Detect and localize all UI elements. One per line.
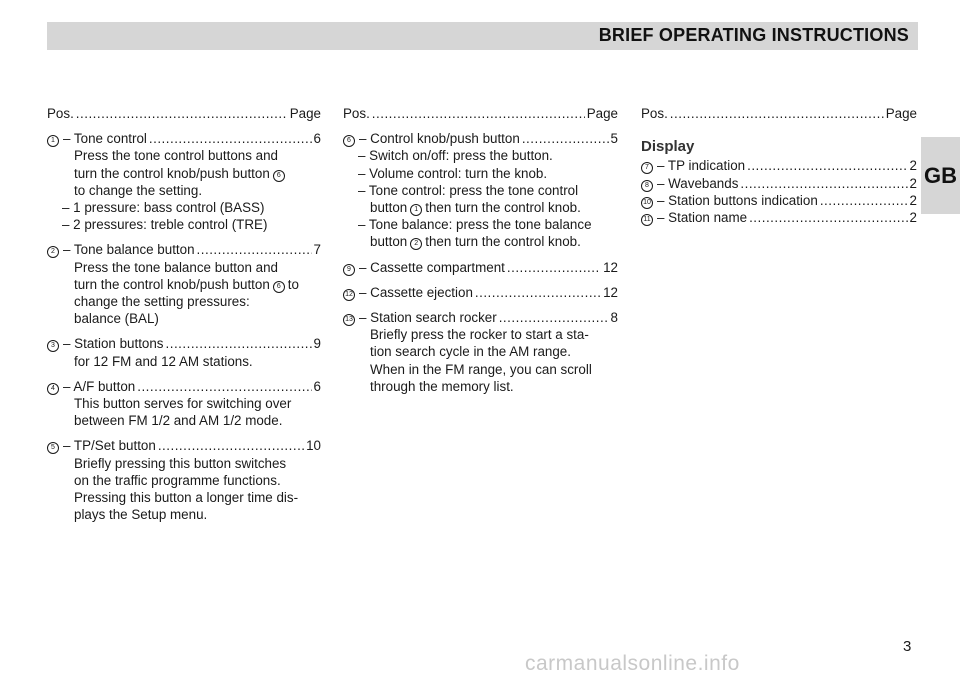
page-label: Page (885, 106, 917, 121)
number-badge: 6 (343, 135, 355, 147)
entry-label: – Tone control (63, 131, 147, 147)
entry-text: plays the Setup menu. (74, 507, 208, 523)
entry-page: 6 (313, 131, 321, 147)
entry-text: through the memory list. (370, 378, 514, 394)
number-badge: 2 (410, 238, 422, 250)
entry-page: 6 (313, 378, 321, 394)
entry-page: 2 (909, 210, 917, 226)
entry-label: – TP/Set button (63, 438, 156, 454)
entry-page: 12 (603, 284, 618, 300)
entry-af-button (47, 378, 321, 430)
entry-label: – Station name (657, 210, 748, 226)
page-title: BRIEF OPERATING INSTRUCTIONS (598, 25, 909, 45)
page-number: 3 (903, 638, 912, 655)
number-badge: 6 (273, 281, 285, 293)
entry-subitem: – 2 pressures: treble control (TRE) (62, 217, 268, 233)
list-item (641, 175, 917, 192)
language-tab-label: GB (924, 162, 957, 188)
column-3 (641, 105, 917, 226)
column-header (47, 105, 321, 122)
entry-subitem: – Tone control: press the tone control (358, 182, 579, 198)
entry-page: 2 (909, 158, 917, 174)
entry-label: – TP indication (657, 158, 746, 174)
number-badge: 8 (641, 180, 653, 192)
entry-text: to change the setting. (74, 182, 203, 198)
entry-text: change the setting pressures: (74, 294, 250, 310)
entry-page: 10 (306, 438, 321, 454)
number-badge: 1 (47, 135, 59, 147)
entry-tp-set-button (47, 437, 321, 523)
entry-label: – Wavebands (657, 175, 739, 191)
entry-subitem: – Switch on/off: press the button. (358, 148, 553, 164)
number-badge: 13 (343, 314, 355, 326)
entry-station-search-rocker (343, 309, 618, 395)
entry-text: turn the control knob/push button 6 (47, 165, 321, 182)
entry-text: Press the tone balance button and (74, 259, 278, 275)
entry-page: 9 (313, 336, 321, 352)
pos-label: Pos. (641, 106, 668, 121)
number-badge: 4 (47, 383, 59, 395)
language-tab (921, 137, 960, 214)
page-label: Page (289, 106, 321, 121)
pos-label: Pos. (47, 106, 74, 121)
entry-label: – Control knob/push button (359, 131, 520, 147)
watermark: carmanualsonline.info (525, 652, 740, 675)
number-badge: 1 (410, 204, 422, 216)
number-badge: 12 (343, 289, 355, 301)
entry-text: Press the tone control buttons and (74, 148, 278, 164)
entry-text: turn the control knob/push button 6 to (74, 276, 299, 292)
number-badge: 6 (273, 170, 285, 182)
entry-text: Briefly pressing this button switches (74, 455, 287, 471)
entry-control-knob (343, 130, 618, 250)
entry-page: 7 (313, 242, 321, 258)
entry-label: – Tone balance button (63, 242, 195, 258)
entry-label: – Cassette compartment (359, 259, 505, 275)
entry-text: between FM 1/2 and AM 1/2 mode. (74, 413, 283, 429)
entry-label: – A/F button (63, 378, 136, 394)
page-label: Page (586, 106, 618, 121)
entry-page: 5 (610, 131, 618, 147)
entry-cassette-ejection (343, 284, 618, 301)
number-badge: 7 (641, 162, 653, 174)
list-item (641, 157, 917, 174)
entry-page: 2 (909, 175, 917, 191)
entry-text: Briefly press the rocker to start a sta- (370, 327, 589, 343)
number-badge: 11 (641, 214, 653, 226)
number-badge: 5 (47, 442, 59, 454)
column-header (343, 105, 618, 122)
entry-text: balance (BAL) (74, 311, 159, 327)
number-badge: 10 (641, 197, 653, 209)
header-bar (47, 22, 918, 50)
list-item (641, 192, 917, 209)
entry-text: This button serves for switching over (74, 396, 292, 412)
entry-subitem: – Volume control: turn the knob. (358, 165, 548, 181)
entry-text: for 12 FM and 12 AM stations. (74, 353, 253, 369)
list-item (641, 209, 917, 226)
entry-subitem: – 1 pressure: bass control (BASS) (62, 200, 265, 216)
column-1 (47, 105, 321, 531)
column-header (641, 105, 917, 122)
entry-tone-control (47, 130, 321, 233)
pos-label: Pos. (343, 106, 370, 121)
entry-page: 2 (909, 192, 917, 208)
entry-subitem: button 1 then turn the control knob. (370, 200, 581, 216)
number-badge: 2 (47, 246, 59, 258)
entry-tone-balance (47, 241, 321, 327)
entry-text: on the traffic programme functions. (74, 472, 281, 488)
entry-text: When in the FM range, you can scroll (370, 361, 592, 377)
entry-label: – Cassette ejection (359, 284, 473, 300)
entry-label: – Station buttons indication (657, 192, 818, 208)
entry-label: – Station search rocker (359, 310, 497, 326)
number-badge: 9 (343, 264, 355, 276)
section-title-display: Display (641, 138, 695, 156)
entry-text: Pressing this button a longer time dis- (74, 490, 299, 506)
entry-page: 8 (610, 310, 618, 326)
entry-subitem: – Tone balance: press the tone balance (358, 217, 592, 233)
entry-subitem: button 2 then turn the control knob. (370, 234, 581, 250)
entry-station-buttons (47, 335, 321, 369)
display-list (641, 157, 917, 226)
number-badge: 3 (47, 340, 59, 352)
entry-label: – Station buttons (63, 336, 164, 352)
entry-text: tion search cycle in the AM range. (370, 344, 571, 360)
entry-page: 12 (603, 259, 618, 275)
column-2 (343, 105, 618, 403)
entry-cassette-compartment (343, 259, 618, 276)
